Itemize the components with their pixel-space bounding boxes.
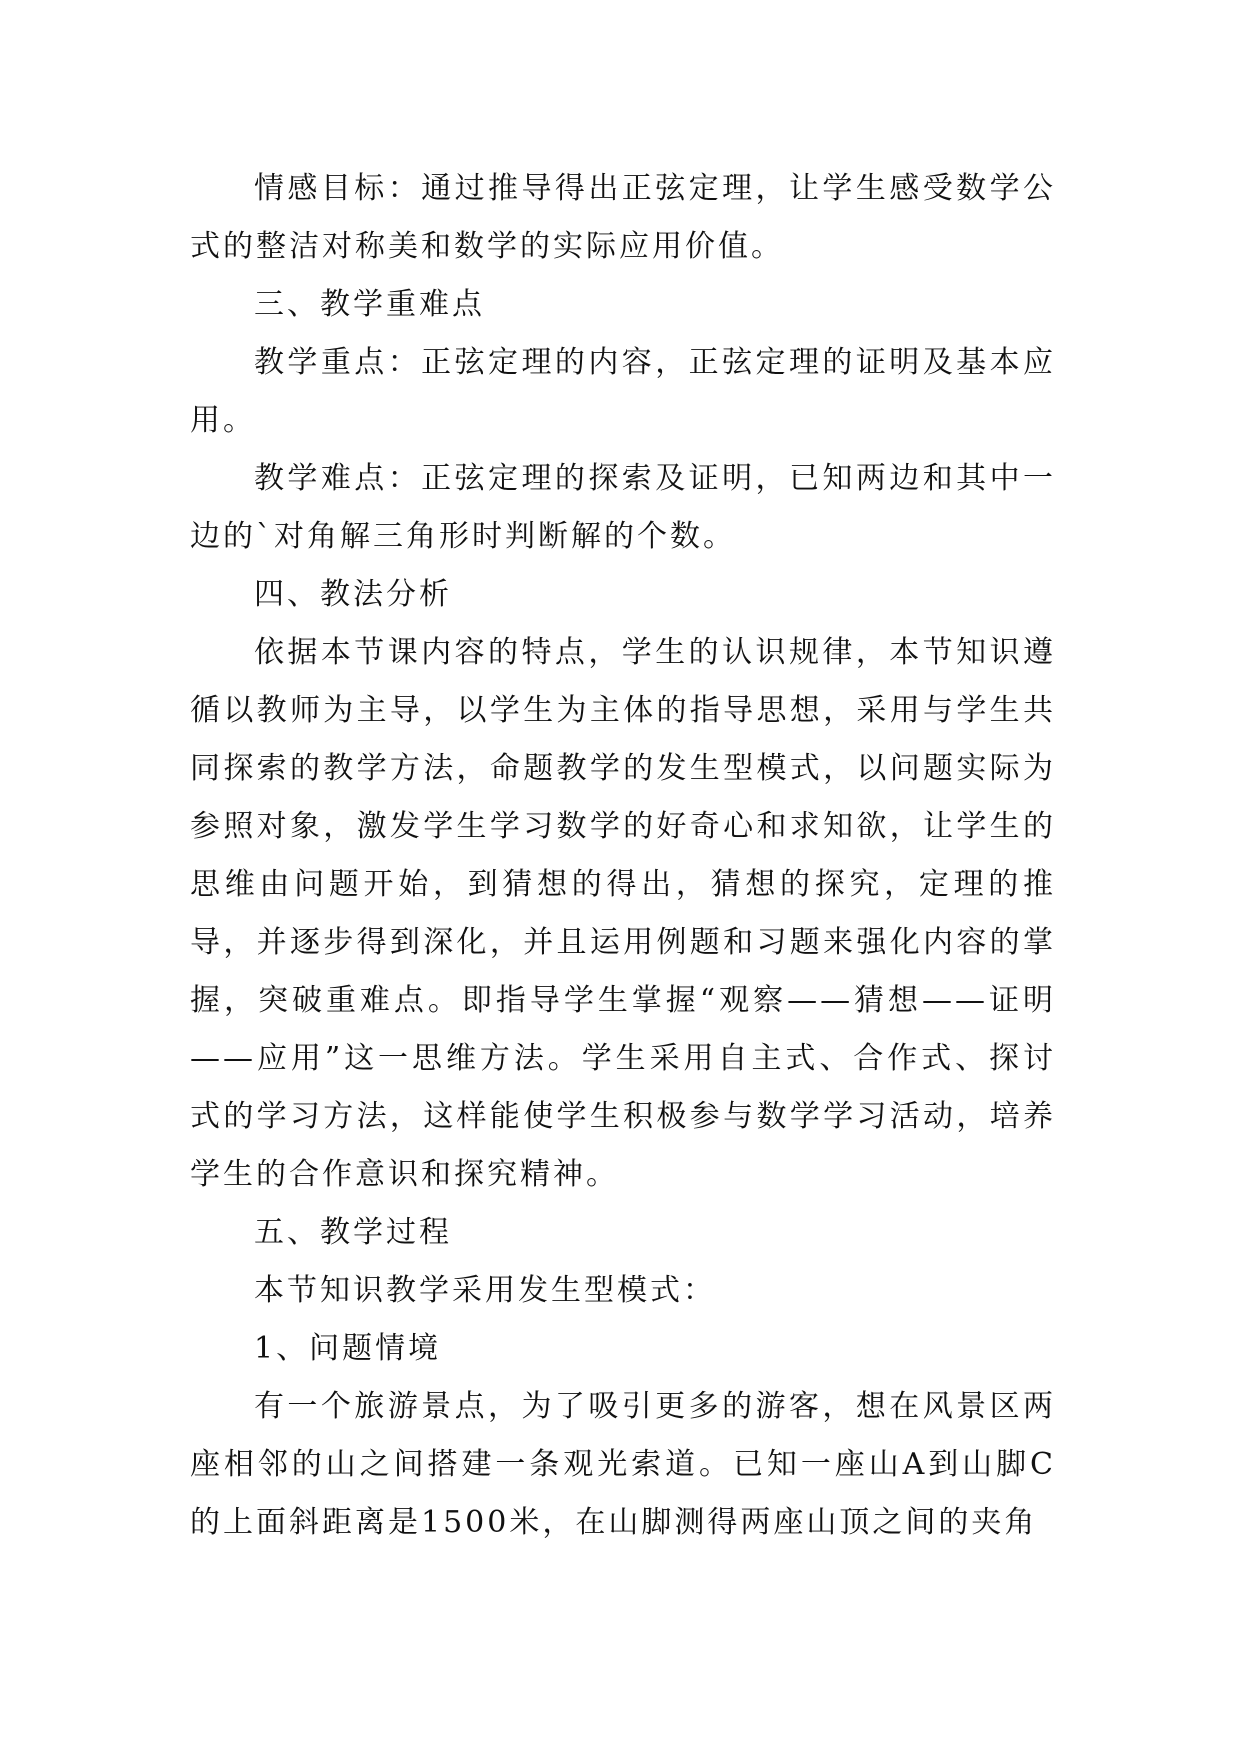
paragraph-problem-description: 有一个旅游景点，为了吸引更多的游客，想在风景区两座相邻的山之间搭建一条观光索道。已知一座山A到山脚C的上面斜距离是1500米，在山脚测得两座山顶之间的夹角 bbox=[190, 1389, 1056, 1540]
heading-teaching-process: 五、教学过程 bbox=[254, 1215, 452, 1250]
document-body bbox=[190, 160, 1056, 1552]
heading-teaching-key-difficult-points: 三、教学重难点 bbox=[254, 287, 485, 322]
paragraph-emotional-goal: 情感目标：通过推导得出正弦定理，让学生感受数学公式的整洁对称美和数学的实际应用价值。 bbox=[190, 171, 1056, 264]
paragraph-teaching-mode: 本节知识教学采用发生型模式： bbox=[254, 1273, 716, 1308]
heading-problem-situation: 1、问题情境 bbox=[254, 1331, 442, 1366]
paragraph-teaching-key-points: 教学重点：正弦定理的内容，正弦定理的证明及基本应用。 bbox=[190, 345, 1056, 438]
heading-teaching-method-analysis: 四、教法分析 bbox=[254, 577, 452, 612]
paragraph-teaching-difficult-points: 教学难点：正弦定理的探索及证明，已知两边和其中一边的`对角解三角形时判断解的个数。 bbox=[190, 461, 1056, 554]
paragraph-teaching-method: 依据本节课内容的特点，学生的认识规律，本节知识遵循以教师为主导，以学生为主体的指导思想，采用与学生共同探索的教学方法，命题教学的发生型模式，以问题实际为参照对象，激发学生学习数学的好奇心和求知欲，让学生的思维由问题开始，到猜想的得出，猜想的探究，定理的推导，并逐步得到深化，并且运用例题和习题来强化内容的掌握，突破重难点。即指导学生掌握“观察——猜想——证明——应用”这一思维方法。学生采用自主式、合作式、探讨式的学习方法，这样能使学生积极参与数学学习活动，培养学生的合作意识和探究精神。 bbox=[190, 635, 1056, 1192]
